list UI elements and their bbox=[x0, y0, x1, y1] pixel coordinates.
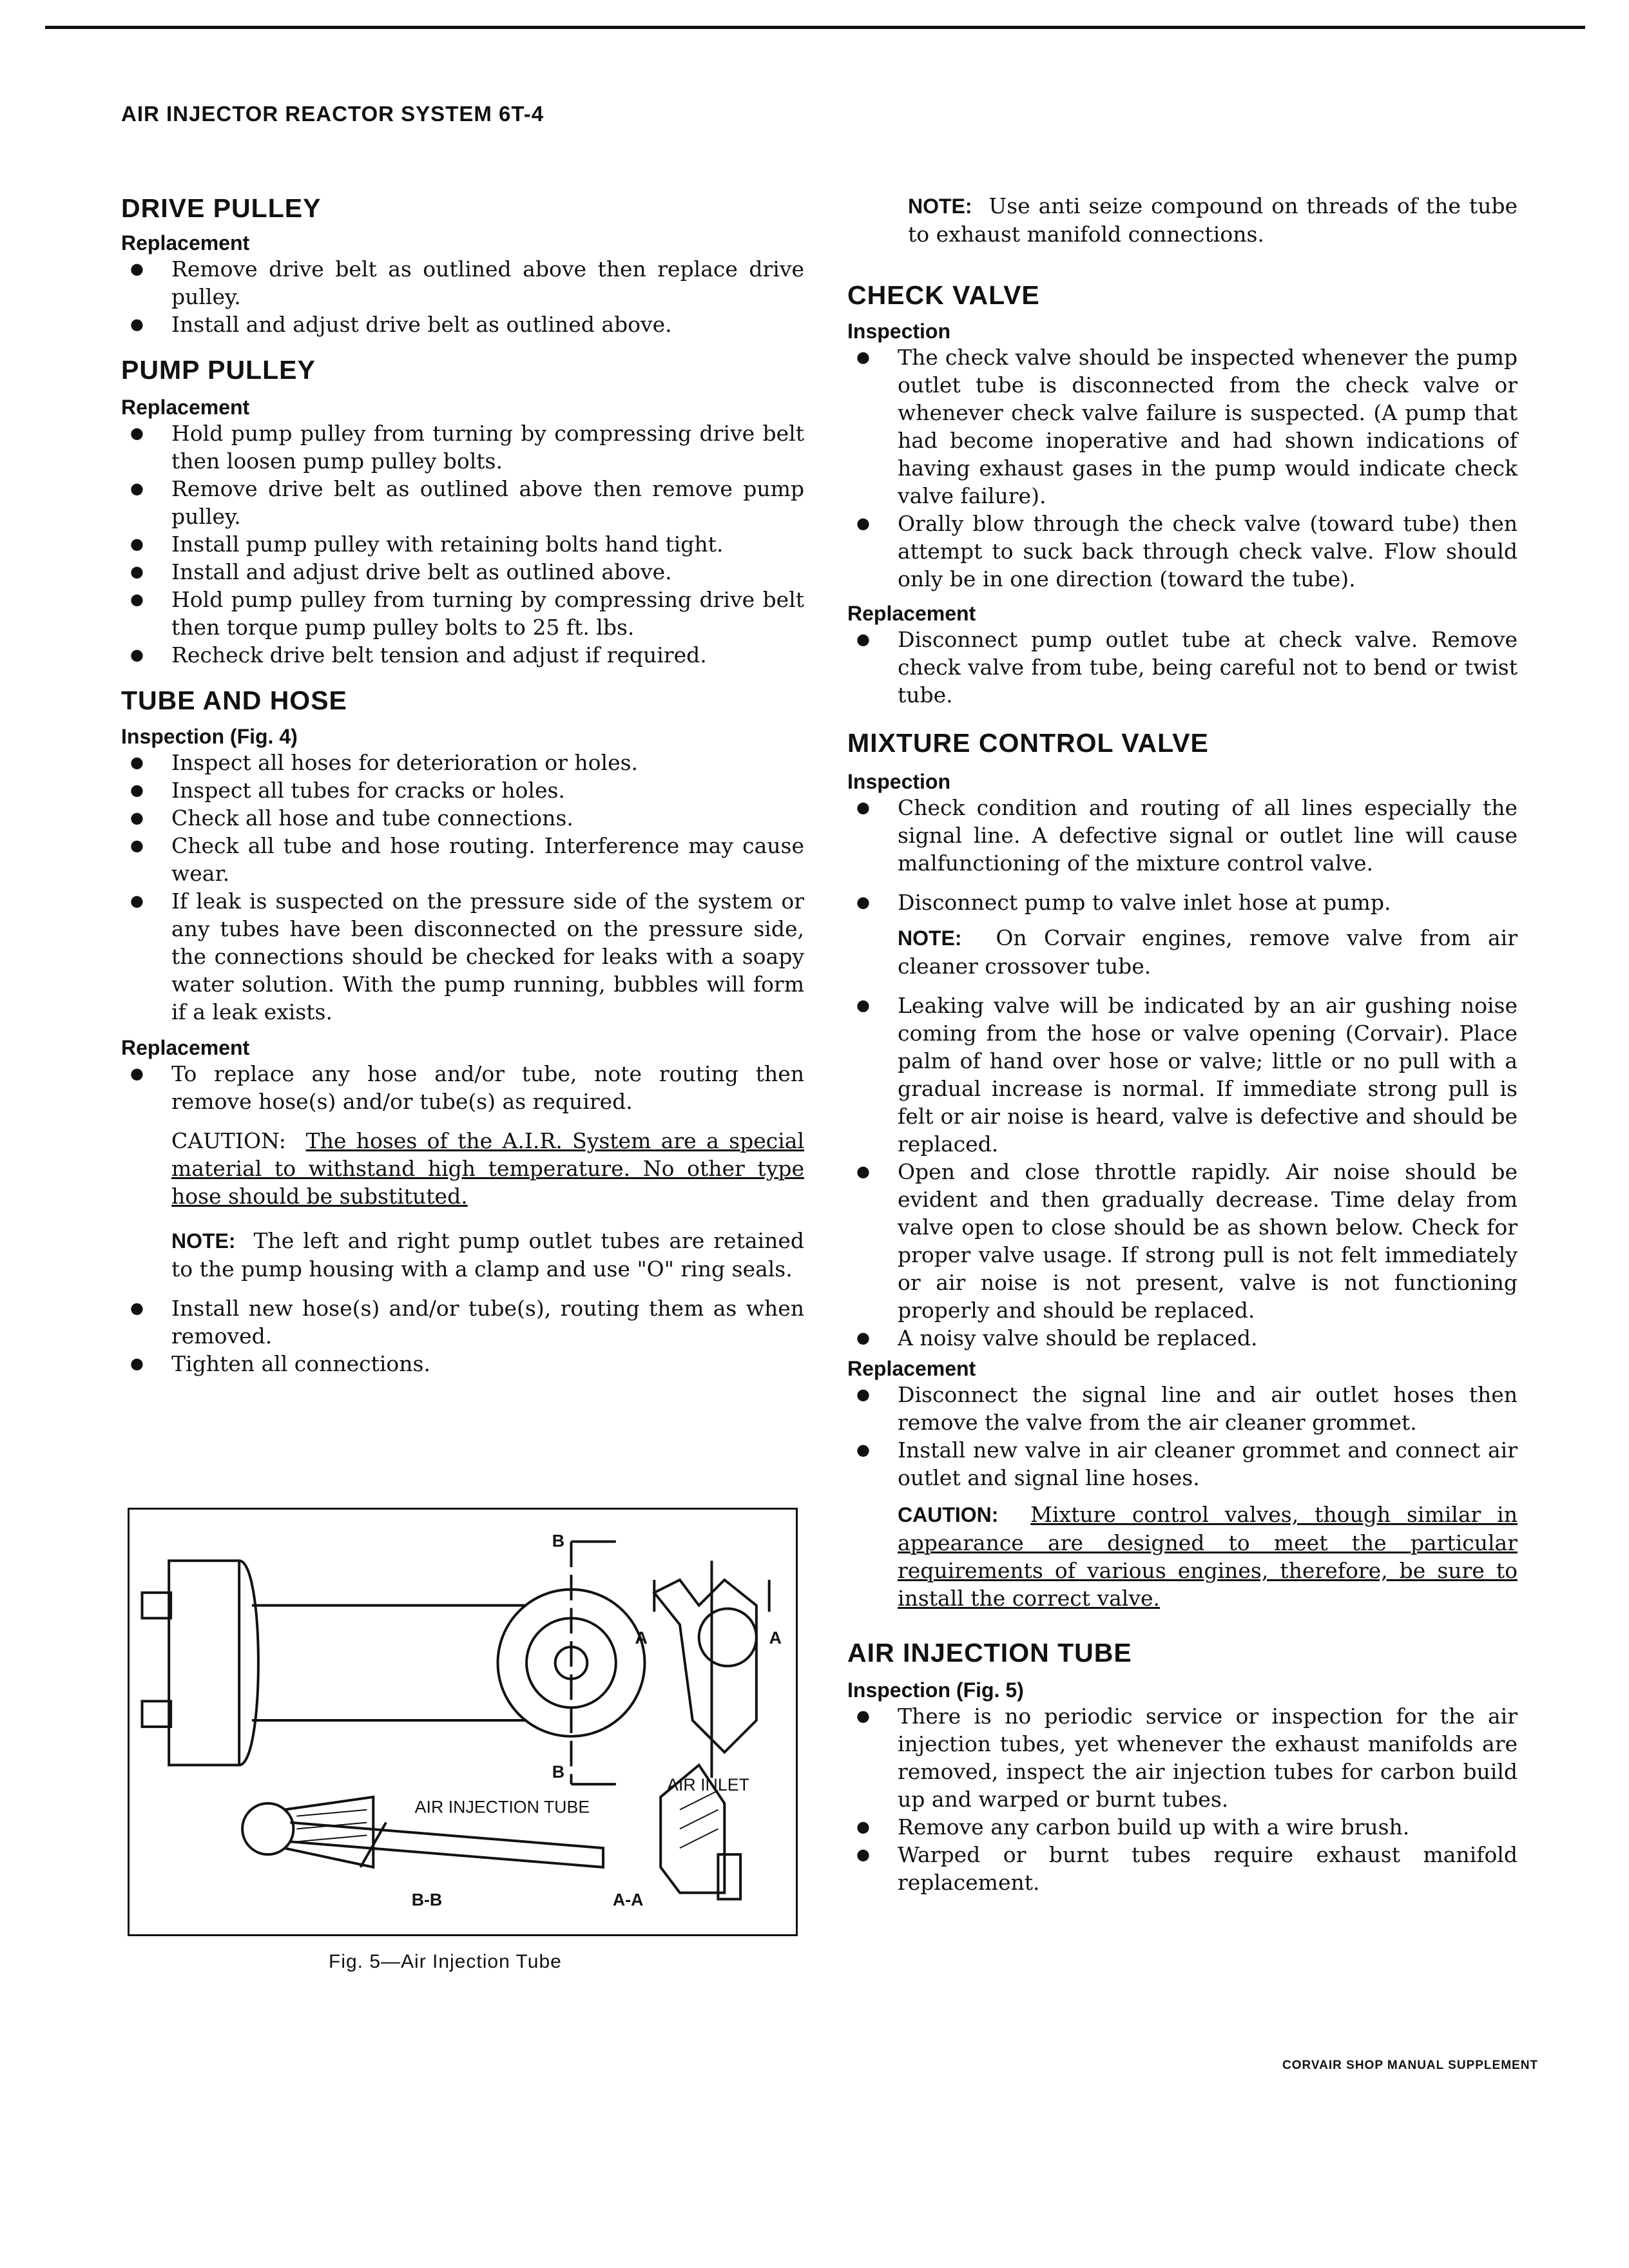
drive-pulley-heading: DRIVE PULLEY bbox=[121, 193, 322, 223]
list-item: ● Open and close throttle rapidly. Air noise should be evident and then gradually decrease. Time delay from valve open to close should be as shown below. Check for proper valve usage. If strong pull is not felt immediately or air noise is not present, valve is not functioning properly and should be replaced. bbox=[847, 1158, 1518, 1324]
hatch-line bbox=[680, 1829, 718, 1848]
note-paragraph bbox=[121, 1227, 804, 1283]
list-item: ● Recheck drive belt tension and adjust if required. bbox=[121, 641, 804, 669]
tube-hose-inspection-list bbox=[121, 749, 804, 1026]
list-item: ● Hold pump pulley from turning by compressing drive belt then loosen pump pulley bolts. bbox=[121, 419, 804, 475]
tube-hose-replacement-list bbox=[121, 1060, 804, 1115]
list-item: ● Inspect all tubes for cracks or holes. bbox=[121, 776, 804, 804]
note-label: NOTE: bbox=[171, 1229, 236, 1253]
label-air-injection-tube: AIR INJECTION TUBE bbox=[414, 1797, 590, 1817]
list-item: ● Install new hose(s) and/or tube(s), routing them as when removed. bbox=[121, 1294, 804, 1350]
check-valve-replacement-subheading: Replacement bbox=[847, 602, 976, 625]
caution-label: CAUTION: bbox=[171, 1128, 286, 1153]
section-a-body bbox=[654, 1580, 757, 1753]
mixture-replacement-list bbox=[847, 1381, 1518, 1492]
hatch-line bbox=[680, 1810, 718, 1829]
list-item: ● Install pump pulley with retaining bolts hand tight. bbox=[121, 530, 804, 558]
list-item: ● Install and adjust drive belt as outlined above. bbox=[121, 311, 804, 338]
caution-note bbox=[847, 1501, 1518, 1612]
label-a-right: A bbox=[769, 1628, 782, 1648]
list-item: ● Check condition and routing of all lines especially the signal line. A defective signal or outlet line will cause malfunctioning of the mixture control valve. bbox=[847, 794, 1518, 877]
list-item: ● Inspect all hoses for deterioration or holes. bbox=[121, 749, 804, 776]
note-paragraph bbox=[847, 192, 1518, 248]
footer: CORVAIR SHOP MANUAL SUPPLEMENT bbox=[1282, 2059, 1539, 2072]
right-column bbox=[847, 192, 1518, 1896]
list-item: ● Install and adjust drive belt as outlined above. bbox=[121, 558, 804, 586]
drive-pulley-list bbox=[121, 255, 804, 338]
note-paragraph bbox=[847, 924, 1518, 980]
figure-caption: Fig. 5—Air Injection Tube bbox=[329, 1951, 562, 1972]
mixture-replacement-subheading: Replacement bbox=[847, 1357, 976, 1380]
list-item: ● Disconnect pump to valve inlet hose at pump. bbox=[847, 889, 1518, 916]
list-item: ● There is no periodic service or inspection for the air injection tubes, yet whenever the exhaust manifolds are removed, inspect the air injection tubes for carbon build up and warped or burnt tubes. bbox=[847, 1702, 1518, 1813]
label-air-inlet: AIR INLET bbox=[667, 1775, 749, 1795]
list-item: ● Check all hose and tube connections. bbox=[121, 804, 804, 832]
list-item: ● Install new valve in air cleaner grommet and connect air outlet and signal line hoses. bbox=[847, 1436, 1518, 1492]
check-valve-inspection-list bbox=[847, 343, 1518, 593]
list-item: ● If leak is suspected on the pressure side of the system or any tubes have been disconnected on the pressure side, the connections should be checked for leaks with a soapy water solution. With the pump running, bubbles will form if a leak exists. bbox=[121, 887, 804, 1026]
list-item: ● Remove drive belt as outlined above then replace drive pulley. bbox=[121, 255, 804, 311]
mixture-control-valve-heading: MIXTURE CONTROL VALVE bbox=[847, 728, 1209, 758]
hatch-line bbox=[296, 1835, 367, 1841]
label-aa: A-A bbox=[612, 1890, 644, 1910]
pump-pulley-list bbox=[121, 419, 804, 669]
note-label: NOTE: bbox=[908, 195, 972, 218]
mixture-inspection-subheading: Inspection bbox=[847, 770, 951, 793]
check-valve-inspection-subheading: Inspection bbox=[847, 320, 951, 343]
air-tube-inspection-subheading: Inspection (Fig. 5) bbox=[847, 1678, 1024, 1702]
list-item: ● Disconnect the signal line and air outlet hoses then remove the valve from the air cleaner grommet. bbox=[847, 1381, 1518, 1436]
label-b-top: B bbox=[552, 1531, 565, 1551]
check-valve-heading: CHECK VALVE bbox=[847, 280, 1040, 310]
section-bb-body bbox=[284, 1797, 374, 1867]
top-rule bbox=[45, 26, 1585, 29]
figure-air-injection-tube bbox=[128, 1508, 798, 1936]
drive-pulley-replacement-subheading: Replacement bbox=[121, 231, 250, 255]
mixture-check-list bbox=[847, 992, 1518, 1352]
list-item: ● Remove any carbon build up with a wire brush. bbox=[847, 1813, 1518, 1841]
list-item: ● The check valve should be inspected whenever the pump outlet tube is disconnected from the check valve or whenever check valve failure is suspected. (A pump that had become inoperative and had shown indications of having exhaust gases in the pump would indicate check valve failure). bbox=[847, 343, 1518, 510]
list-item: ● Orally blow through the check valve (toward tube) then attempt to suck back through check valve. Flow should only be in one direction (toward the tube). bbox=[847, 510, 1518, 593]
note-text: The left and right pump outlet tubes are retained to the pump housing with a clamp and use "O" ring seals. bbox=[171, 1228, 804, 1282]
air-injection-tube-illustration bbox=[130, 1510, 796, 1934]
note-text: On Corvair engines, remove valve from air cleaner crossover tube. bbox=[898, 925, 1518, 979]
list-item: ● Tighten all connections. bbox=[121, 1350, 804, 1378]
caution-text: The hoses of the A.I.R. System are a special material to withstand high temperature. No other type hose should be substituted. bbox=[171, 1128, 804, 1209]
caution-note bbox=[121, 1127, 804, 1210]
air-injection-tube-heading: AIR INJECTION TUBE bbox=[847, 1638, 1132, 1667]
tube-hose-replacement-subheading: Replacement bbox=[121, 1036, 250, 1059]
pump-pulley-replacement-subheading: Replacement bbox=[121, 396, 250, 419]
pump-pulley-heading: PUMP PULLEY bbox=[121, 355, 316, 385]
caution-label: CAUTION: bbox=[898, 1503, 999, 1526]
list-item: ● Leaking valve will be indicated by an air gushing noise coming from the hose or valve opening (Corvair). Place palm of hand over hose or valve; little or no pull with a gradual increase is normal. If immediate strong pull is felt or air noise is heard, valve is defective and should be replaced. bbox=[847, 992, 1518, 1158]
list-item: ● Check all tube and hose routing. Interference may cause wear. bbox=[121, 832, 804, 887]
running-head: AIR INJECTOR REACTOR SYSTEM 6T-4 bbox=[121, 102, 545, 126]
flange-stud-top bbox=[142, 1593, 171, 1619]
flange-rim bbox=[239, 1561, 258, 1765]
section-a-bore bbox=[699, 1609, 757, 1666]
list-item: ● Warped or burnt tubes require exhaust manifold replacement. bbox=[847, 1841, 1518, 1896]
note-label: NOTE: bbox=[898, 927, 962, 950]
flange-stud-bottom bbox=[142, 1701, 171, 1727]
left-column bbox=[121, 193, 804, 1378]
tube-hose-inspection-subheading: Inspection (Fig. 4) bbox=[121, 725, 298, 748]
list-item: ● Disconnect pump outlet tube at check valve. Remove check valve from tube, being careful not to bend or twist tube. bbox=[847, 626, 1518, 709]
list-item: ● Hold pump pulley from turning by compressing drive belt then torque pump pulley bolts to 25 ft. lbs. bbox=[121, 586, 804, 641]
tube-hose-heading: TUBE AND HOSE bbox=[121, 686, 347, 715]
list-item: ● To replace any hose and/or tube, note routing then remove hose(s) and/or tube(s) as required. bbox=[121, 1060, 804, 1115]
caution-text: Mixture control valves, though similar in appearance are designed to meet the particular requirements of various engines, therefore, be sure to install the correct valve. bbox=[898, 1502, 1518, 1611]
hatch-line bbox=[296, 1810, 367, 1816]
list-item: ● Remove drive belt as outlined above then remove pump pulley. bbox=[121, 475, 804, 530]
flange-body bbox=[169, 1561, 239, 1765]
label-a-left: A bbox=[635, 1628, 648, 1648]
label-b-bottom: B bbox=[552, 1762, 565, 1782]
section-bb-ball bbox=[242, 1803, 293, 1854]
list-item: ● A noisy valve should be replaced. bbox=[847, 1324, 1518, 1352]
label-bb: B-B bbox=[411, 1890, 443, 1910]
tube-hose-final-list bbox=[121, 1294, 804, 1378]
mixture-inspection-list bbox=[847, 794, 1518, 916]
air-tube-inspection-list bbox=[847, 1702, 1518, 1896]
check-valve-replacement-list bbox=[847, 626, 1518, 709]
note-text: Use anti seize compound on threads of the tube to exhaust manifold connections. bbox=[908, 193, 1518, 247]
